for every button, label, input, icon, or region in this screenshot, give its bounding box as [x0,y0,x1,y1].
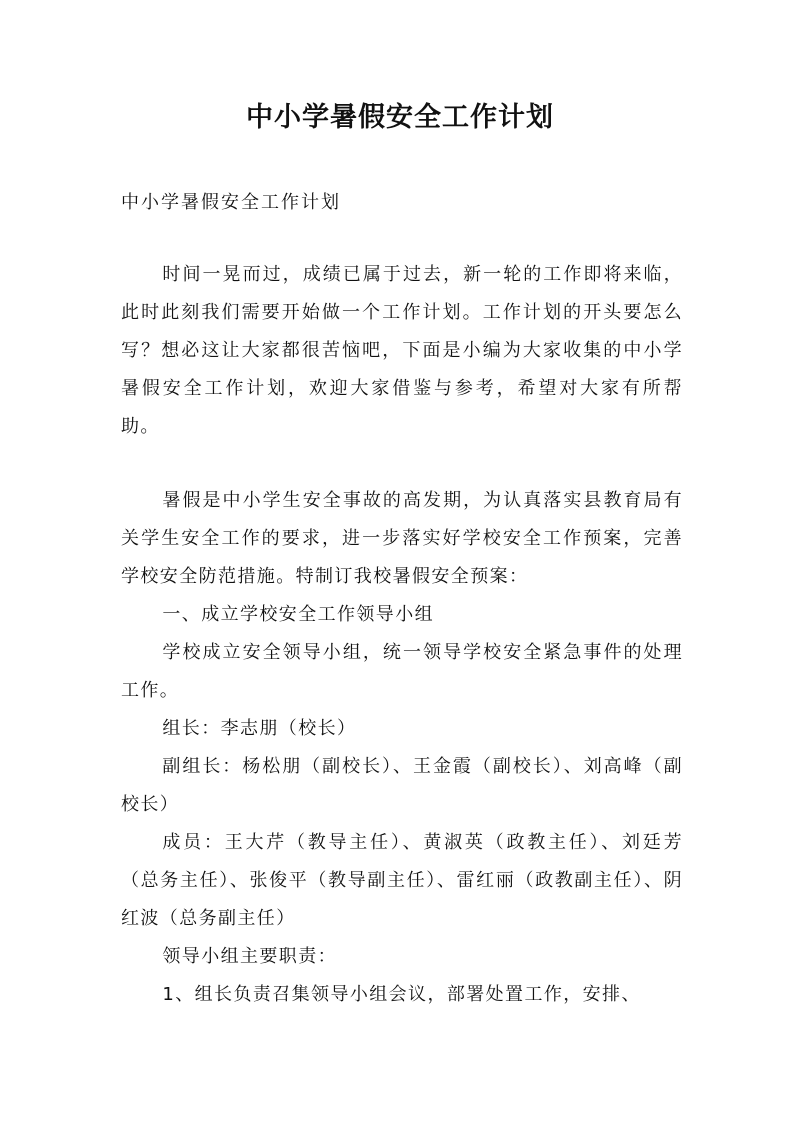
duty-item: 1、组长负责召集领导小组会议，部署处置工作，安排、 [162,984,641,1005]
document-subtitle: 中小学暑假安全工作计划 [121,192,341,213]
team-leader-line: 组长：李志朋（校长） [162,718,357,739]
document-body [121,183,683,1014]
body-paragraph: 暑假是中小学生安全事故的高发期，为认真落实县教育局有关学生安全工作的要求，进一步落实好学校安全工作预案，完善学校安全防范措施。特制订我校暑假安全预案： [121,490,683,587]
paragraph-gap [121,446,683,482]
document-title: 中小学暑假安全工作计划 [246,102,554,133]
duties-heading: 领导小组主要职责： [162,946,337,967]
body-paragraph: 学校成立安全领导小组，统一领导学校安全紧急事件的处理工作。 [121,642,683,701]
section-heading: 一、成立学校安全工作领导小组 [162,604,434,625]
members-line: 成员：王大芹（教导主任）、黄淑英（政教主任）、刘廷芳（总务主任）、张俊平（教导副主任）、雷红丽（政教副主任）、阴红波（总务副主任） [121,832,683,929]
deputy-leaders-line: 副组长：杨松朋（副校长）、王金霞（副校长）、刘高峰（副校长） [121,756,683,815]
intro-paragraph: 时间一晃而过，成绩已属于过去，新一轮的工作即将来临，此时此刻我们需要开始做一个工作计划。工作计划的开头要怎么写？想必这让大家都很苦恼吧，下面是小编为大家收集的中小学暑假安全工作计划，欢迎大家借鉴与参考，希望对大家有所帮助。 [121,264,683,437]
